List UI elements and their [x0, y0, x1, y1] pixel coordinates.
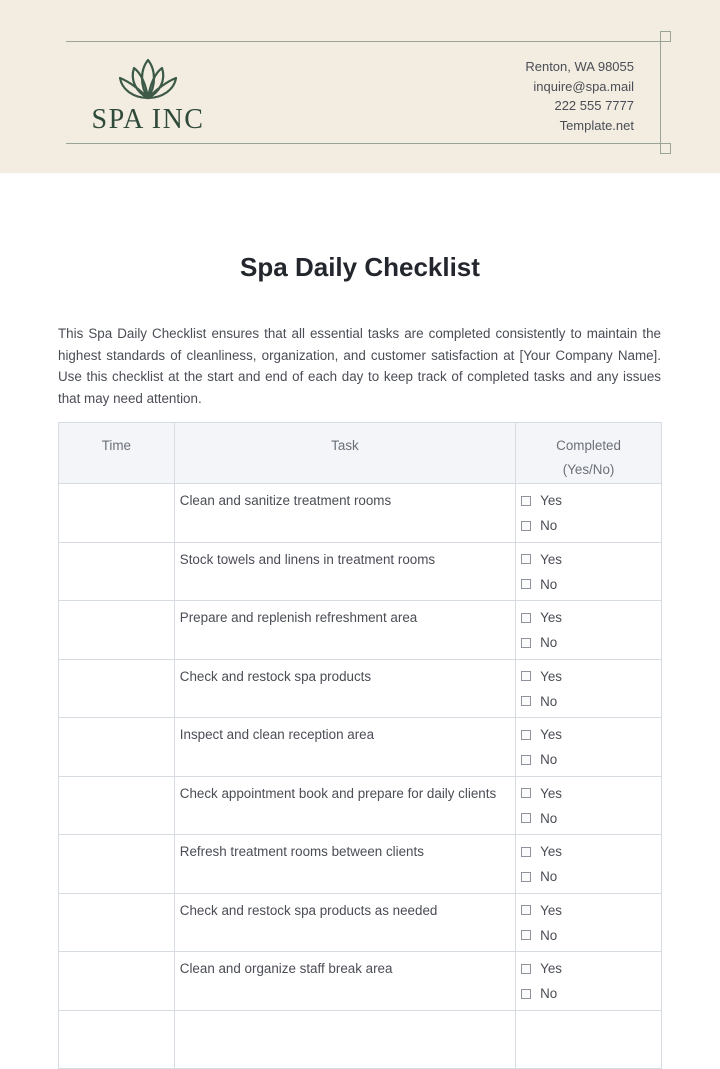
task-cell: Check and restock spa products as needed — [174, 893, 515, 952]
yes-label: Yes — [540, 785, 562, 801]
yes-label: Yes — [540, 961, 562, 976]
no-label: No — [540, 986, 558, 1001]
no-label: No — [540, 693, 558, 709]
completed-cell — [516, 718, 662, 777]
table-row — [59, 718, 662, 777]
completed-cell — [516, 542, 662, 601]
completed-cell — [516, 659, 662, 718]
contact-block — [525, 57, 634, 135]
contact-phone: 222 555 7777 — [554, 98, 634, 113]
table-row — [59, 952, 662, 1011]
completed-cell — [516, 601, 662, 660]
table-row — [59, 1010, 662, 1069]
completed-option-yes — [521, 722, 655, 747]
header-rule-bottom — [66, 143, 666, 144]
yes-label: Yes — [540, 902, 562, 918]
corner-ornament-bottom — [660, 143, 671, 154]
header-completed-label: Completed (Yes/No) — [556, 438, 621, 477]
time-cell[interactable] — [59, 718, 175, 777]
company-name: SPA INC — [91, 104, 205, 135]
task-cell: Prepare and replenish refreshment area — [174, 601, 515, 660]
no-checkbox[interactable] — [521, 638, 531, 648]
yes-checkbox[interactable] — [521, 964, 531, 974]
table-row — [59, 776, 662, 835]
header-time: Time — [59, 423, 175, 484]
table-row — [59, 835, 662, 894]
completed-option-yes — [521, 839, 655, 864]
completed-option-no — [521, 981, 655, 1006]
completed-option-no — [521, 572, 655, 597]
time-cell[interactable] — [59, 484, 175, 543]
completed-option-yes — [521, 956, 655, 981]
yes-label: Yes — [540, 727, 562, 742]
no-checkbox[interactable] — [521, 813, 531, 823]
time-cell[interactable] — [59, 1010, 175, 1069]
completed-option-yes — [521, 898, 655, 923]
corner-ornament-top — [660, 31, 671, 42]
contact-email[interactable]: inquire@spa.mail — [533, 78, 634, 94]
time-cell[interactable] — [59, 542, 175, 601]
no-label: No — [540, 810, 558, 826]
letterhead — [0, 0, 720, 173]
contact-website[interactable]: Template.net — [559, 117, 634, 133]
table-header-row — [59, 423, 662, 484]
yes-checkbox[interactable] — [521, 847, 531, 857]
time-cell[interactable] — [59, 601, 175, 660]
no-label: No — [540, 518, 558, 533]
checklist-table — [58, 422, 662, 1069]
no-checkbox[interactable] — [521, 755, 531, 765]
task-cell: Clean and sanitize treatment rooms — [174, 484, 515, 543]
table-row — [59, 484, 662, 543]
no-checkbox[interactable] — [521, 930, 531, 940]
yes-label: Yes — [540, 551, 562, 567]
yes-label: Yes — [540, 493, 562, 508]
completed-option-yes — [521, 488, 655, 513]
intro-paragraph: This Spa Daily Checklist ensures that all essential tasks are completed consistently to maintain the highest standards of cleanliness, organization, and customer satisfaction at [Your Company Name]. Use this checklist at the start and end of each day to keep track of completed tasks and any issues that may need attention. — [58, 326, 661, 406]
completed-option-no — [521, 806, 655, 831]
yes-checkbox[interactable] — [521, 496, 531, 506]
lotus-icon — [110, 56, 186, 106]
no-checkbox[interactable] — [521, 872, 531, 882]
task-cell — [174, 1010, 515, 1069]
completed-cell — [516, 1010, 662, 1069]
task-cell: Check and restock spa products — [174, 659, 515, 718]
no-label: No — [540, 635, 558, 650]
task-cell: Refresh treatment rooms between clients — [174, 835, 515, 894]
no-checkbox[interactable] — [521, 579, 531, 589]
yes-checkbox[interactable] — [521, 788, 531, 798]
header-rule-top — [66, 41, 666, 42]
no-checkbox[interactable] — [521, 989, 531, 999]
no-checkbox[interactable] — [521, 521, 531, 531]
completed-option-yes — [521, 781, 655, 806]
yes-checkbox[interactable] — [521, 671, 531, 681]
table-row — [59, 542, 662, 601]
completed-cell — [516, 835, 662, 894]
header-rule-vertical — [660, 34, 661, 152]
header-task: Task — [174, 423, 515, 484]
time-cell[interactable] — [59, 893, 175, 952]
no-label: No — [540, 576, 558, 592]
task-cell: Clean and organize staff break area — [174, 952, 515, 1011]
yes-label: Yes — [540, 610, 562, 625]
completed-option-yes — [521, 547, 655, 572]
no-label: No — [540, 752, 558, 767]
yes-label: Yes — [540, 844, 562, 859]
contact-address: Renton, WA 98055 — [525, 59, 634, 74]
yes-checkbox[interactable] — [521, 905, 531, 915]
time-cell[interactable] — [59, 659, 175, 718]
table-row — [59, 659, 662, 718]
time-cell[interactable] — [59, 776, 175, 835]
yes-checkbox[interactable] — [521, 554, 531, 564]
completed-option-yes — [521, 664, 655, 689]
task-cell: Check appointment book and prepare for daily clients — [174, 776, 515, 835]
time-cell[interactable] — [59, 952, 175, 1011]
completed-option-no — [521, 923, 655, 948]
yes-checkbox[interactable] — [521, 730, 531, 740]
table-row — [59, 893, 662, 952]
header-completed — [516, 423, 662, 484]
task-cell: Inspect and clean reception area — [174, 718, 515, 777]
completed-cell — [516, 952, 662, 1011]
no-checkbox[interactable] — [521, 696, 531, 706]
completed-option-no — [521, 513, 655, 538]
completed-cell — [516, 893, 662, 952]
table-row — [59, 601, 662, 660]
company-logo — [84, 56, 212, 136]
completed-option-no — [521, 630, 655, 655]
time-cell[interactable] — [59, 835, 175, 894]
yes-checkbox[interactable] — [521, 613, 531, 623]
yes-label: Yes — [540, 668, 562, 684]
no-label: No — [540, 869, 558, 884]
completed-cell — [516, 776, 662, 835]
checklist-rows — [59, 484, 662, 1069]
no-label: No — [540, 927, 558, 943]
task-cell: Stock towels and linens in treatment rooms — [174, 542, 515, 601]
completed-option-no — [521, 689, 655, 714]
document-title: Spa Daily Checklist — [240, 252, 480, 282]
completed-option-no — [521, 747, 655, 772]
completed-option-yes — [521, 605, 655, 630]
completed-cell — [516, 484, 662, 543]
completed-option-no — [521, 864, 655, 889]
